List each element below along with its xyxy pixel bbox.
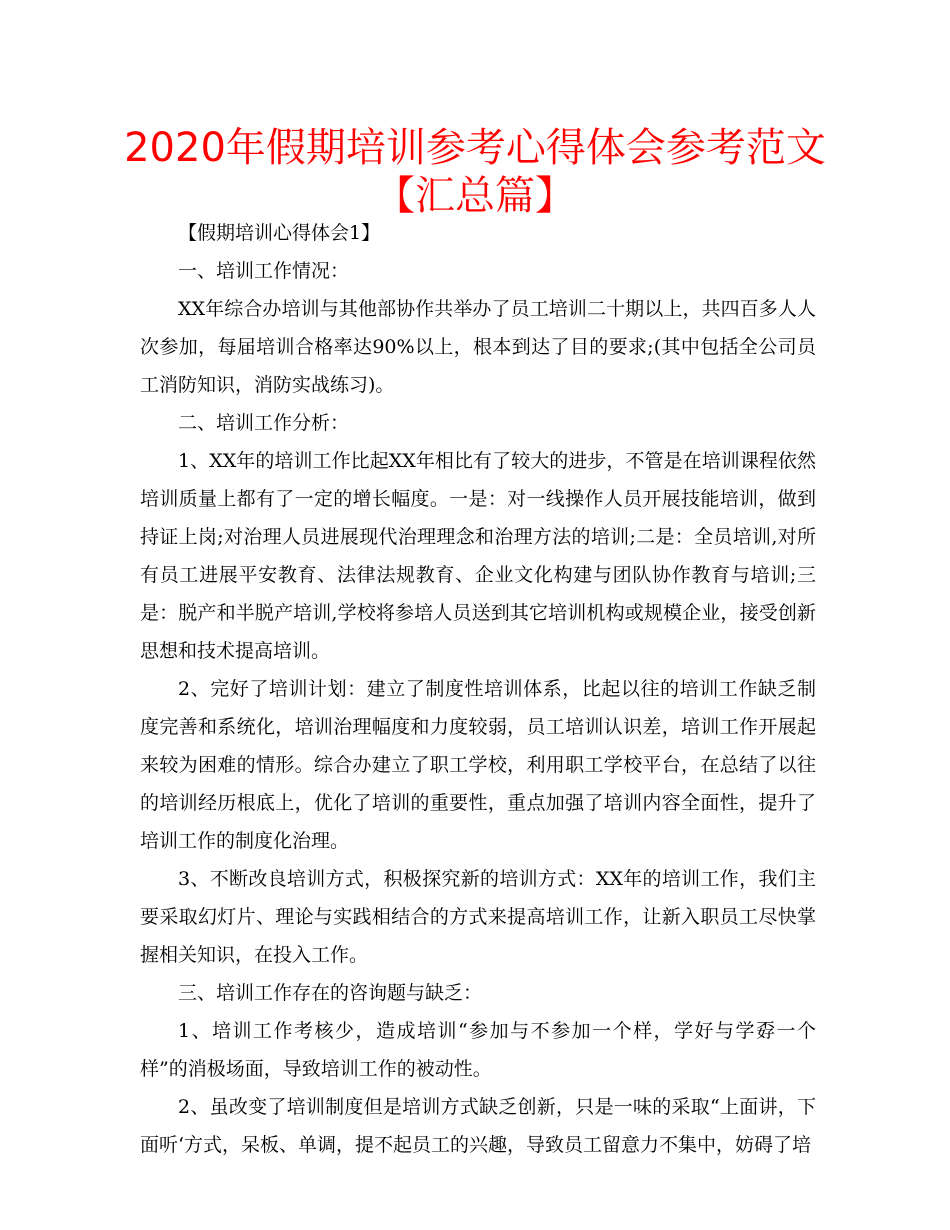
subsection-heading: 二、培训工作分析： [178, 412, 350, 434]
document-title-line-1: 2020年假期培训参考心得体会参考范文 [124, 125, 826, 171]
document-body [140, 214, 816, 1164]
paragraph: 2、完好了培训计划：建立了制度性培训体系，比起以往的培训工作缺乏制度完善和系统化，培训治理幅度和力度较弱，员工培训认识差，培训工作开展起来较为困难的情形。综合办建立了职工学校，利用职工学校平台，在总结了以往的培训经历根底上，优化了培训的重要性，重点加强了培训内容全面性，提升了培训工作的制度化治理。 [140, 678, 816, 852]
paragraph: 2、虽改变了培训制度但是培训方式缺乏创新，只是一味的采取“上面讲，下面听‘方式，呆板、单调，提不起员工的兴趣，导致员工留意力不集中，妨碍了培 [140, 1096, 816, 1156]
document-title-line-2: 【汇总篇】 [375, 173, 575, 219]
paragraph: 3、不断改良培训方式，积极探究新的培训方式：XX年的培训工作，我们主要采取幻灯片、理论与实践相结合的方式来提高培训工作，让新入职员工尽快掌握相关知识，在投入工作。 [140, 868, 816, 966]
paragraph: XX年综合办培训与其他部协作共举办了员工培训二十期以上，共四百多人人次参加，每届培训合格率达90%以上，根本到达了目的要求;(其中包括全公司员工消防知识，消防实战练习)。 [140, 298, 816, 396]
paragraph: 1、培训工作考核少，造成培训“参加与不参加一个样，学好与学孬一个样”的消极场面，导致培训工作的被动性。 [140, 1020, 816, 1080]
subsection-heading: 三、培训工作存在的咨询题与缺乏： [178, 982, 483, 1004]
section-heading: 【假期培训心得体会1】 [178, 222, 381, 244]
paragraph: 1、XX年的培训工作比起XX年相比有了较大的进步，不管是在培训课程依然培训质量上都有了一定的增长幅度。一是：对一线操作人员开展技能培训，做到持证上岗;对治理人员进展现代治理理念和治理方法的培训;二是：全员培训,对所有员工进展平安教育、法律法规教育、企业文化构建与团队协作教育与培训;三是：脱产和半脱产培训,学校将参培人员送到其它培训机构或规模企业，接受创新思想和技术提高培训。 [140, 450, 816, 662]
subsection-heading: 一、培训工作情况： [178, 260, 350, 282]
